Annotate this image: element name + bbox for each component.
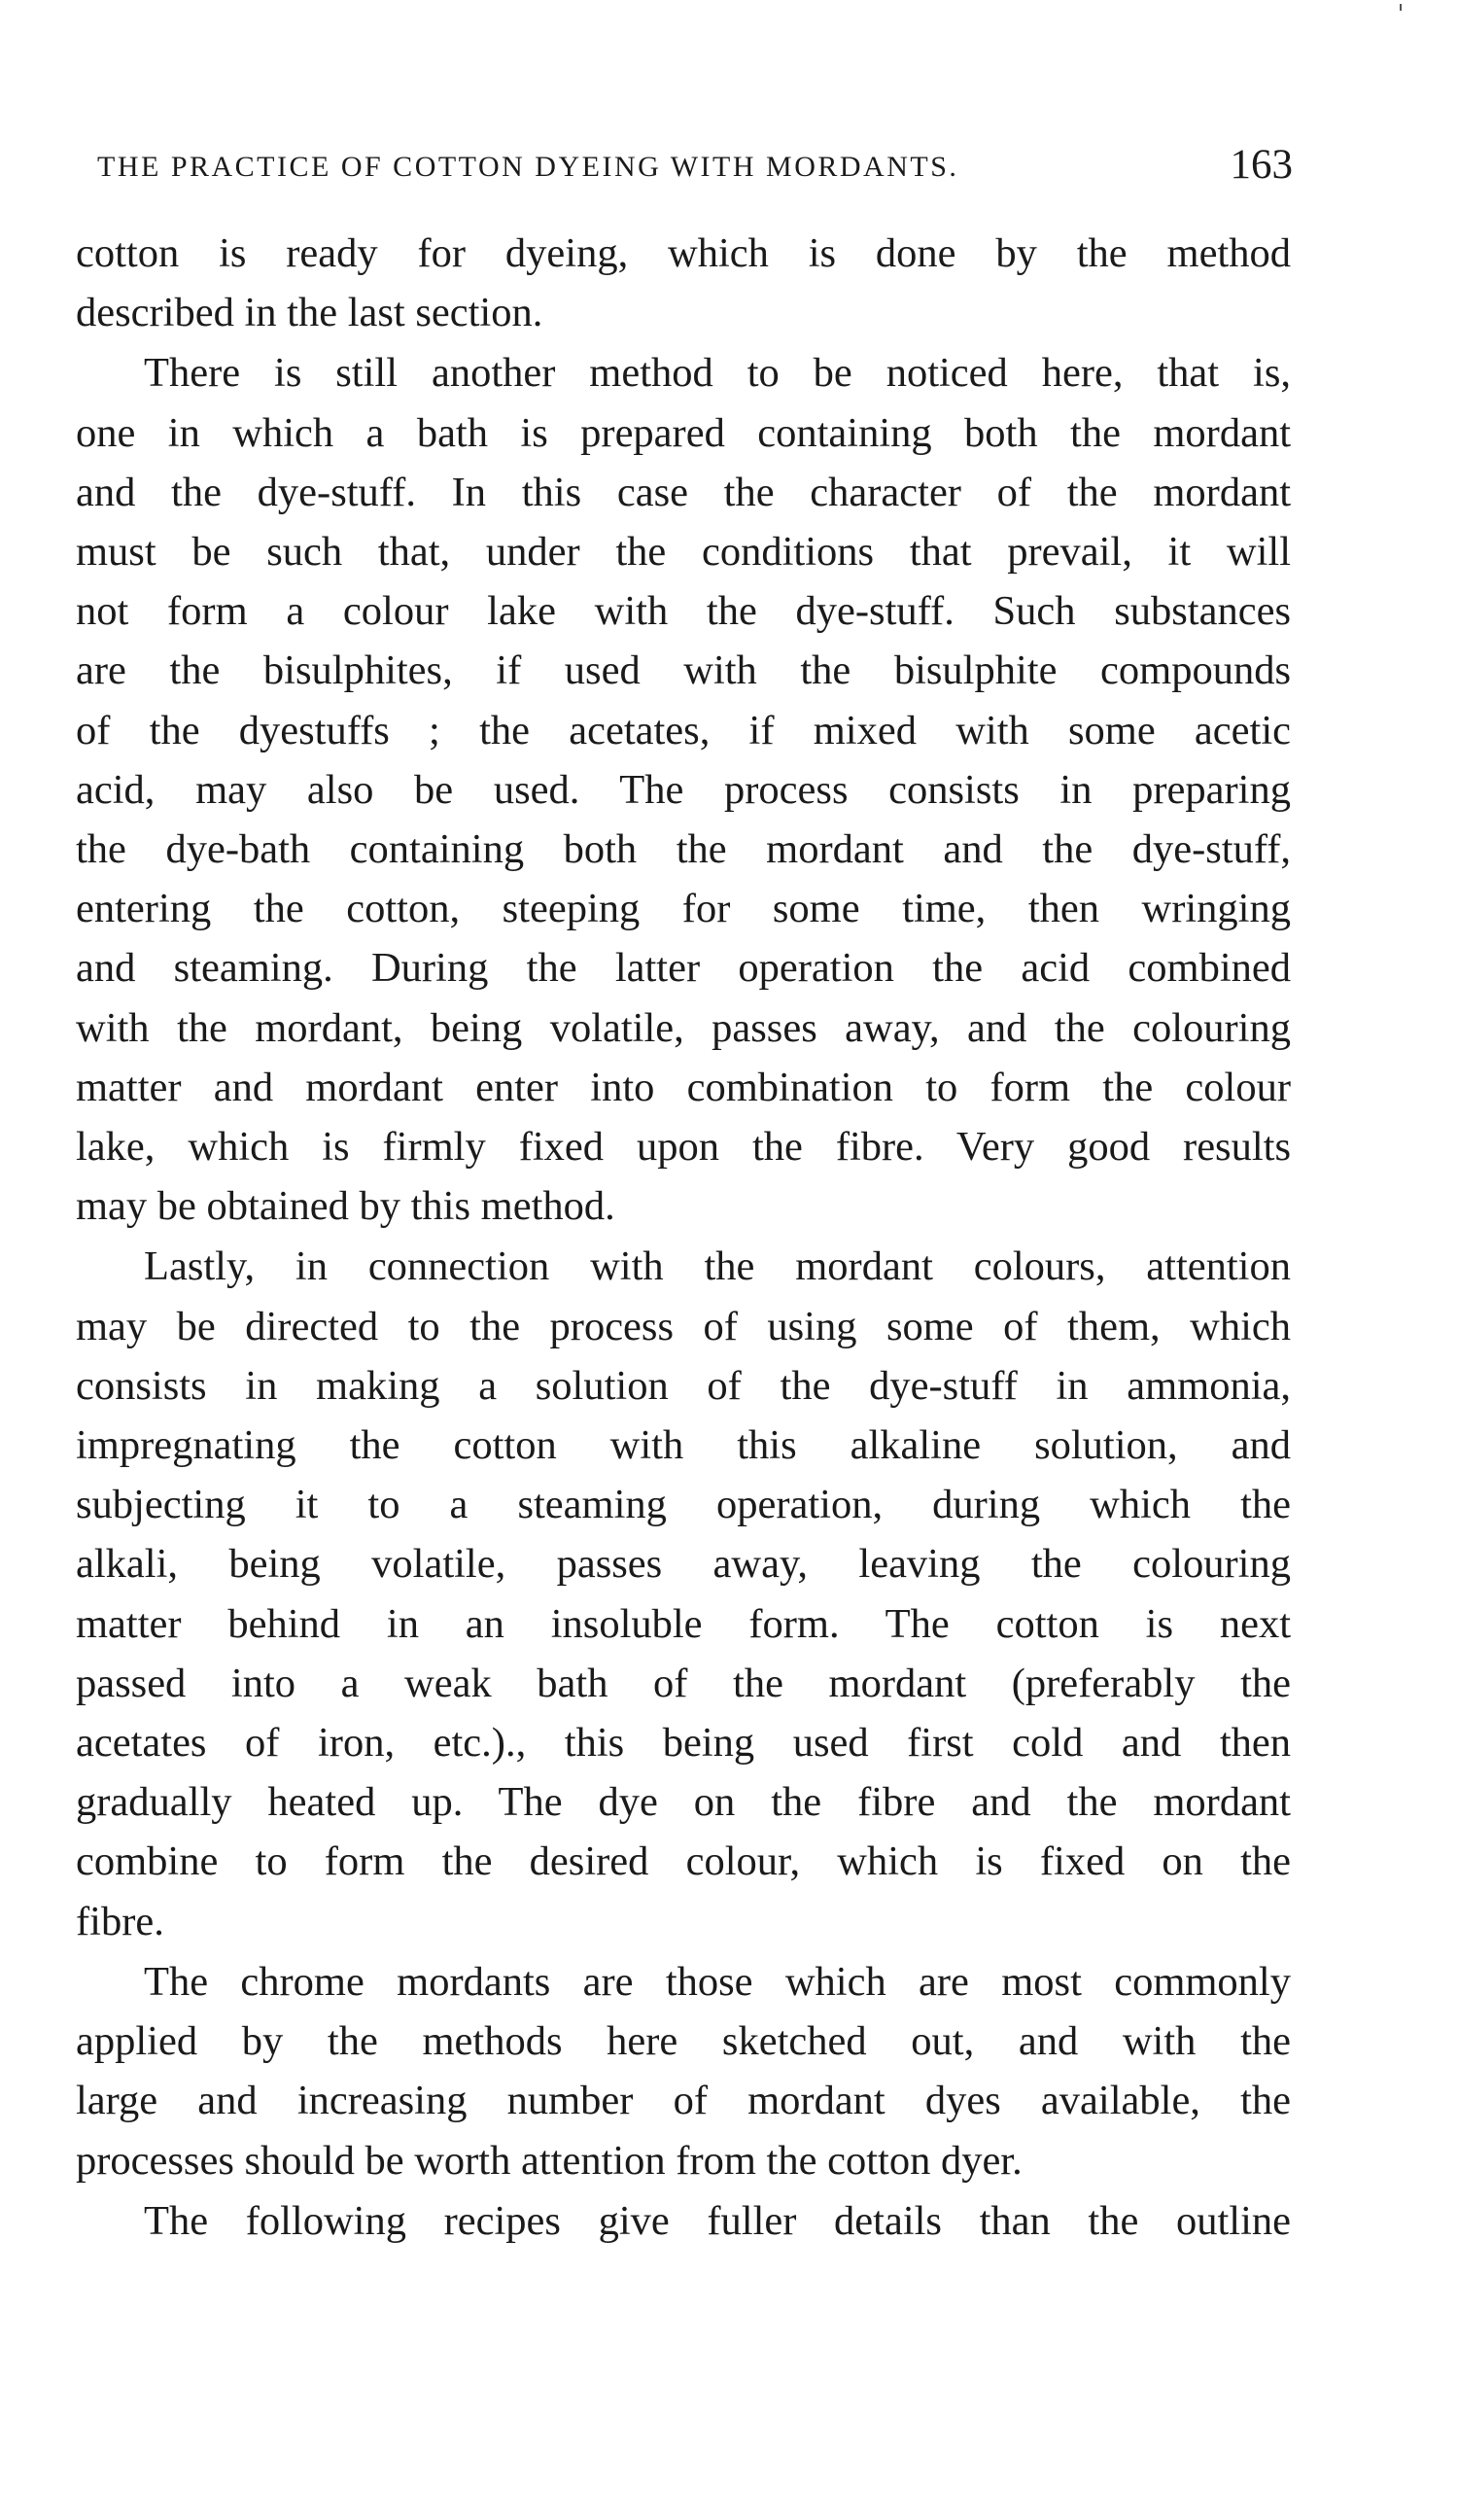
text-line: acid, may also be used. The process consists in preparing [76, 766, 1291, 813]
text-line: and the dye-stuff. In this case the character of the mordant [76, 469, 1291, 515]
text-line: may be obtained by this method. [76, 1183, 615, 1230]
text-line: applied by the methods here sketched out, and with the [76, 2018, 1291, 2065]
text-line: of the dyestuffs ; the acetates, if mixed with some acetic [76, 707, 1291, 753]
text-line: The following recipes give fuller details than the outline [144, 2197, 1291, 2244]
body-text [76, 224, 1291, 2251]
text-line: impregnating the cotton with this alkaline solution, and [76, 1422, 1291, 1469]
page-number: 163 [1230, 142, 1293, 188]
text-line: must be such that, under the conditions that prevail, it will [76, 529, 1291, 576]
text-line: are the bisulphites, if used with the bisulphite compounds [76, 648, 1291, 694]
text-line: Lastly, in connection with the mordant colours, attention [144, 1243, 1291, 1290]
running-head [97, 141, 1293, 199]
text-line: entering the cotton, steeping for some time, then wringing [76, 886, 1291, 932]
paragraph [76, 343, 1291, 1236]
running-title: THE PRACTICE OF COTTON DYEING WITH MORDANTS. [97, 151, 959, 183]
text-line: combine to form the desired colour, which is fixed on the [76, 1838, 1291, 1885]
text-line: The chrome mordants are those which are most commonly [144, 1958, 1291, 2005]
text-line: with the mordant, being volatile, passes away, and the colouring [76, 1004, 1291, 1051]
paragraph [76, 224, 1291, 342]
text-line: matter behind in an insoluble form. The cotton is next [76, 1600, 1291, 1647]
paragraph [76, 1237, 1291, 1950]
text-line: matter and mordant enter into combination to form the colour [76, 1064, 1291, 1110]
text-line: alkali, being volatile, passes away, leaving the colouring [76, 1541, 1291, 1588]
text-line: and steaming. During the latter operation the acid combined [76, 945, 1291, 992]
text-line: fibre. [76, 1898, 164, 1944]
text-line: described in the last section. [76, 290, 543, 336]
scan-edge-mark [1400, 4, 1402, 11]
text-line: not form a colour lake with the dye-stuff. Such substances [76, 588, 1291, 635]
text-line: acetates of iron, etc.)., this being used first cold and then [76, 1720, 1291, 1767]
text-line: processes should be worth attention from the cotton dyer. [76, 2137, 1023, 2184]
text-line: passed into a weak bath of the mordant (preferably the [76, 1660, 1291, 1706]
text-line: cotton is ready for dyeing, which is done by the method [76, 230, 1291, 276]
text-line: one in which a bath is prepared containing both the mordant [76, 409, 1291, 456]
paragraph [76, 1952, 1291, 2190]
paragraph [76, 2191, 1291, 2251]
text-line: consists in making a solution of the dye-stuff in ammonia, [76, 1362, 1291, 1409]
text-line: gradually heated up. The dye on the fibre and the mordant [76, 1779, 1291, 1826]
text-line: may be directed to the process of using some of them, which [76, 1303, 1291, 1349]
text-line: lake, which is firmly fixed upon the fibre. Very good results [76, 1124, 1291, 1171]
text-line: the dye-bath containing both the mordant and the dye-stuff, [76, 826, 1291, 873]
text-line: large and increasing number of mordant dyes available, the [76, 2078, 1291, 2124]
text-line: subjecting it to a steaming operation, during which the [76, 1482, 1291, 1528]
text-line: There is still another method to be noticed here, that is, [144, 350, 1291, 397]
